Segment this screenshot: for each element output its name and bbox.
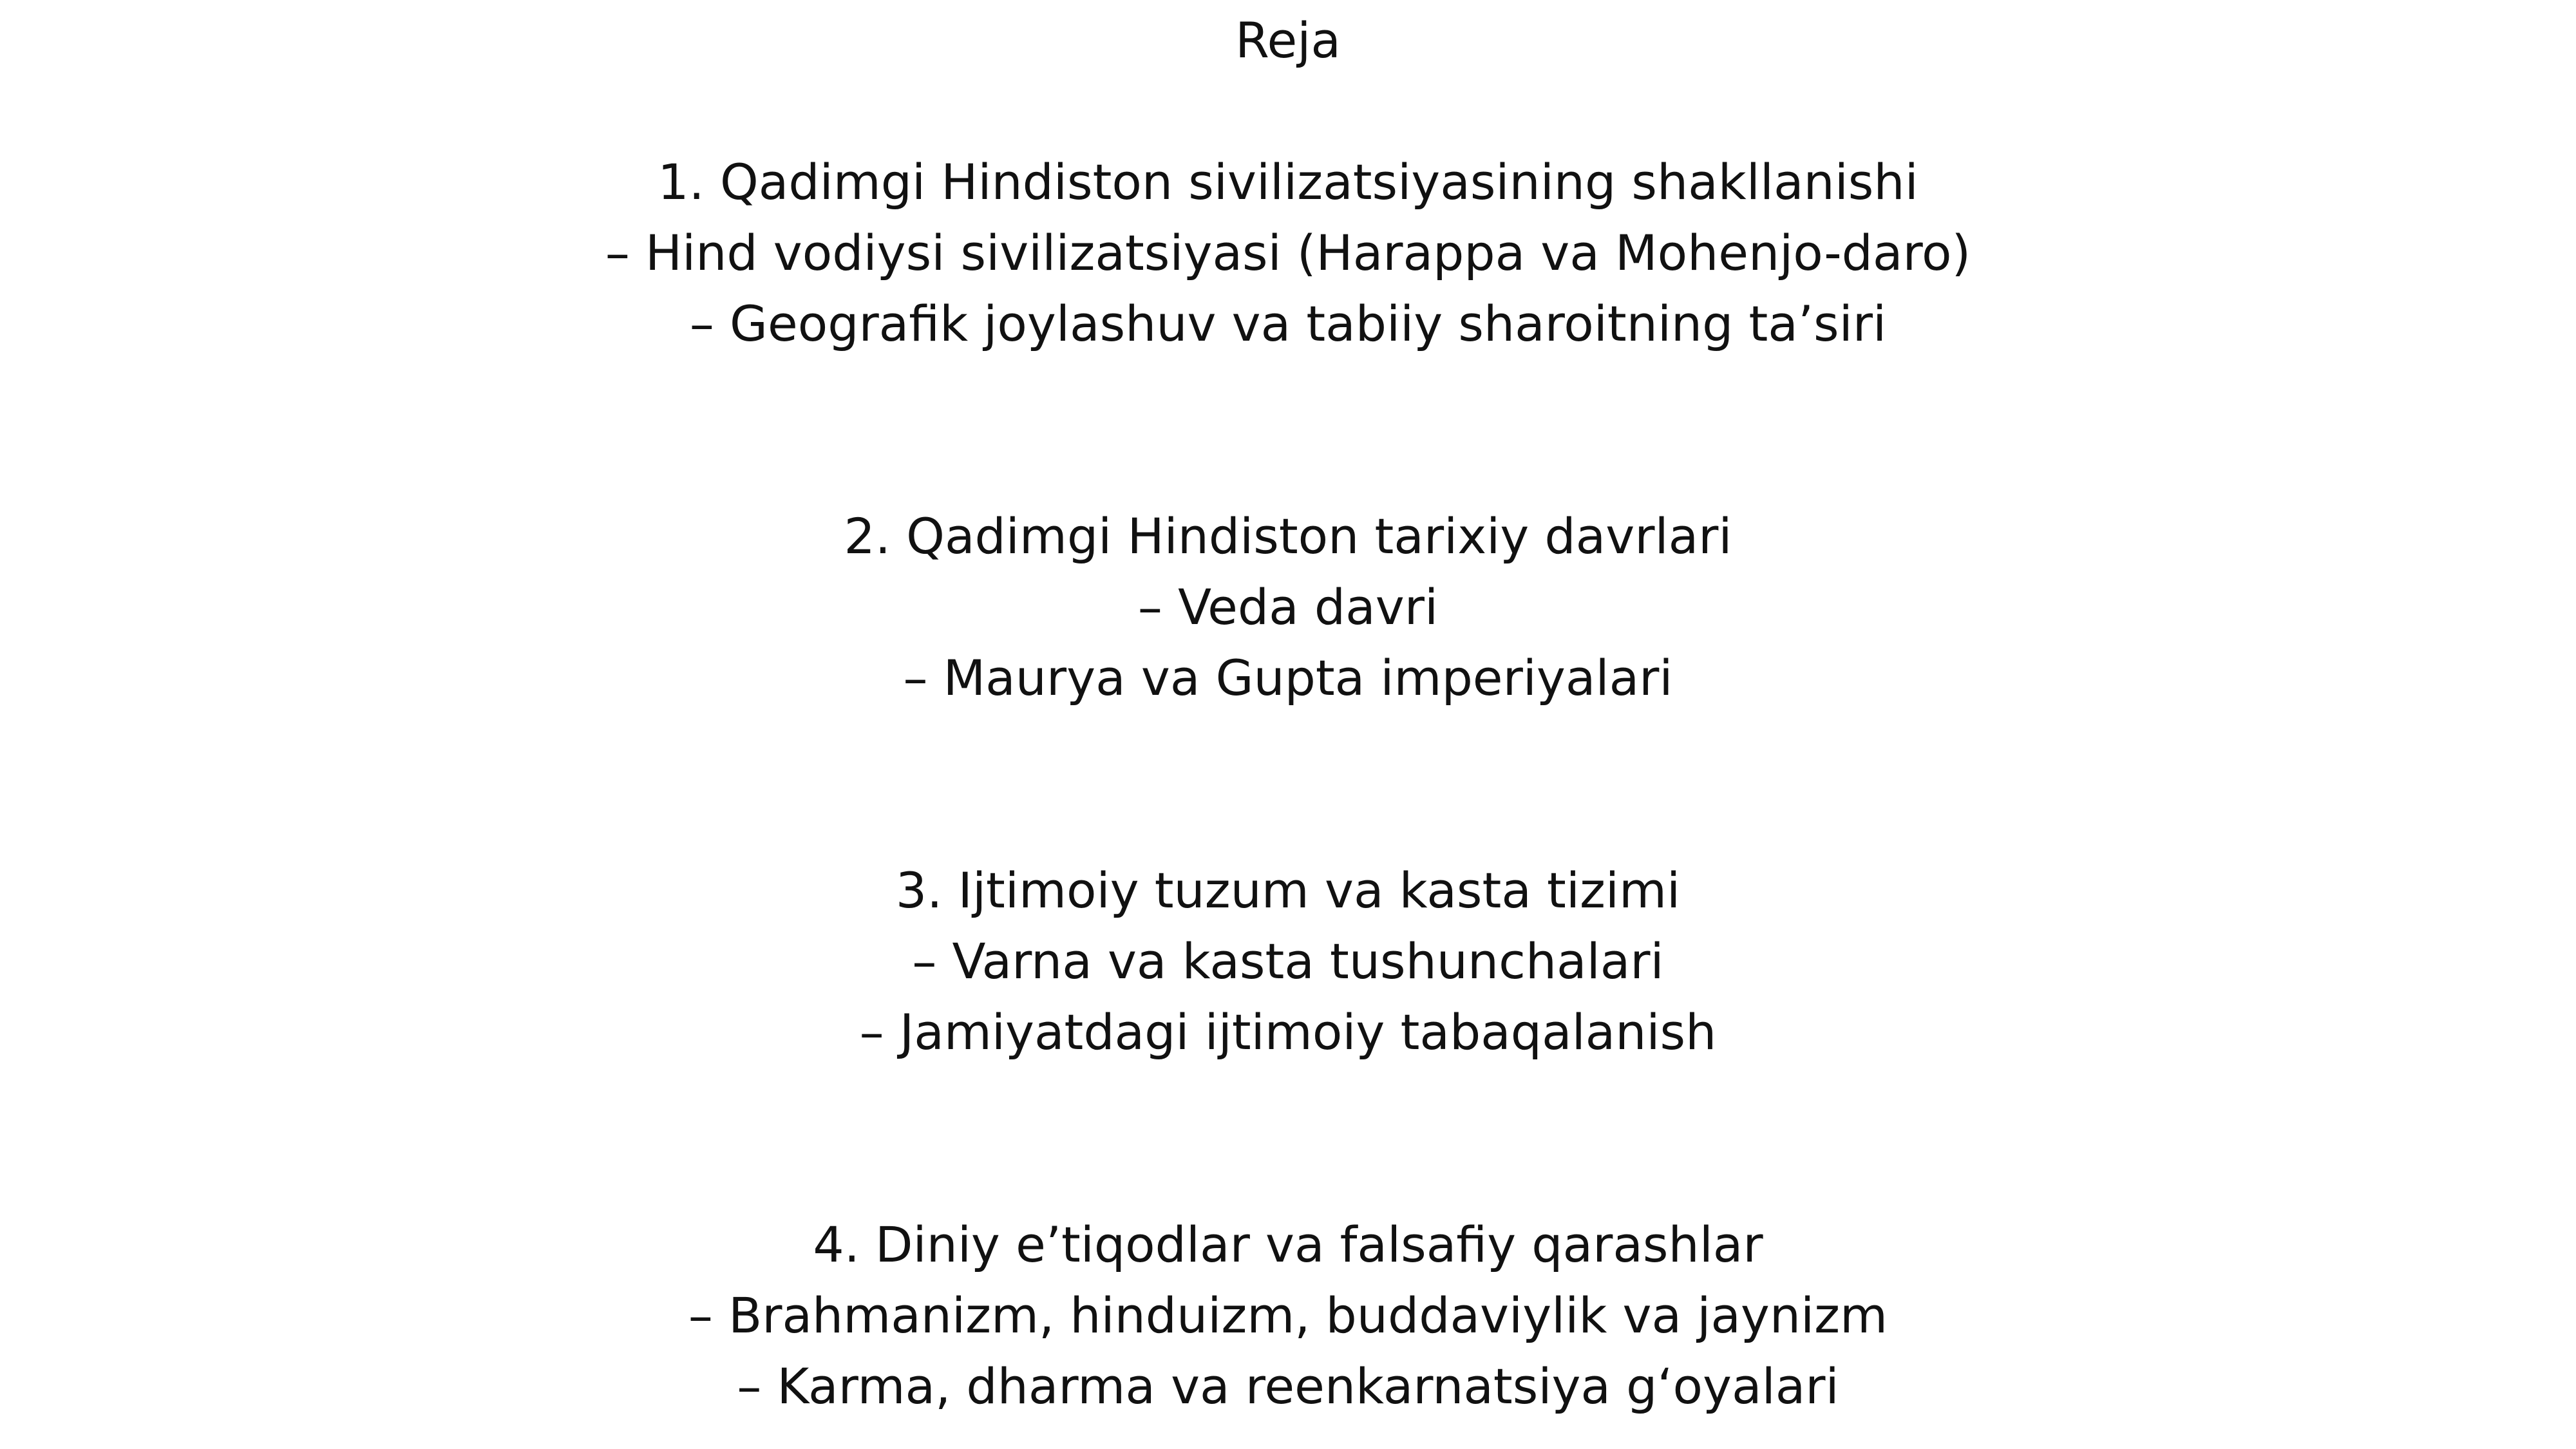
plan-section-4	[0, 1209, 2576, 1422]
section-subitem: – Karma, dharma va reenkarnatsiya g‘oyalari	[737, 1358, 1839, 1415]
section-subitem: – Brahmanizm, hinduizm, buddaviylik va jaynizm	[688, 1287, 1888, 1344]
plan-section-1	[0, 147, 2576, 359]
plan-section-2	[0, 501, 2576, 714]
section-subitem: – Geografik joylashuv va tabiiy sharoitning ta’siri	[689, 295, 1887, 352]
section-subitem: – Jamiyatdagi ijtimoiy tabaqalanish	[859, 1003, 1717, 1061]
section-subitem: – Varna va kasta tushunchalari	[912, 933, 1664, 990]
section-subitem: – Hind vodiysi sivilizatsiyasi (Harappa va Mohenjo-daro)	[605, 224, 1971, 281]
page-title: Reja	[1235, 12, 1341, 69]
section-subitem: – Maurya va Gupta imperiyalari	[903, 649, 1673, 706]
plan-section-3	[0, 855, 2576, 1068]
section-heading: 1. Qadimgi Hindiston sivilizatsiyasining shakllanishi	[658, 153, 1918, 211]
section-heading: 4. Diniy e’tiqodlar va falsafiy qarashlar	[813, 1216, 1763, 1273]
section-heading: 2. Qadimgi Hindiston tarixiy davrlari	[844, 507, 1732, 565]
section-heading: 3. Ijtimoiy tuzum va kasta tizimi	[895, 862, 1681, 919]
section-subitem: – Veda davri	[1137, 578, 1439, 636]
